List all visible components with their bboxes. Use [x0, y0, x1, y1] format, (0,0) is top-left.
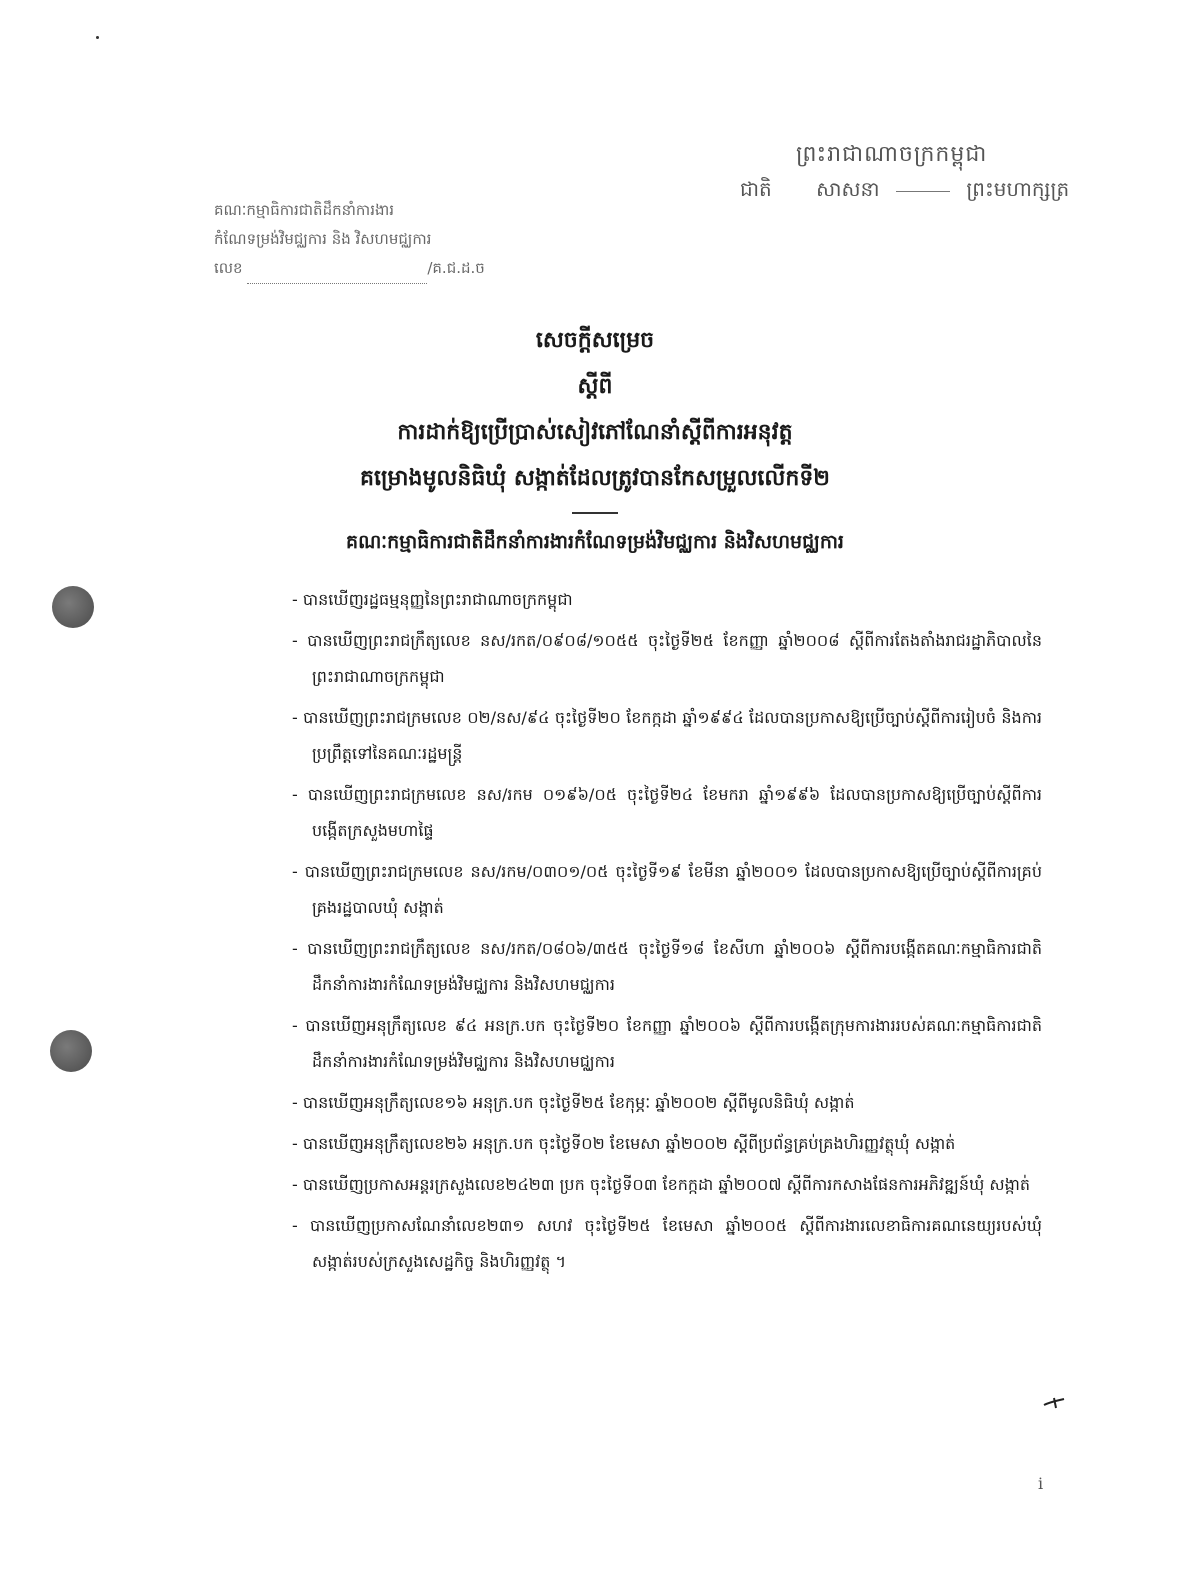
recital-list — [292, 582, 1042, 1285]
title-line-1: សេចក្ដីសម្រេច — [535, 328, 655, 353]
issuer-line-2: កំណែទម្រង់វិមជ្ឈការ និង វិសហមជ្ឈការ — [214, 230, 432, 248]
issuer-line-1: គណៈកម្មាធិការជាតិដឹកនាំការងារ — [214, 201, 394, 219]
issuing-authority — [214, 196, 485, 284]
title-line-4: គម្រោងមូលនិធិឃុំ សង្កាត់ដែលត្រូវបានកែសម្រួលលើកទី២ — [360, 466, 830, 491]
title-line-2: ស្ដីពី — [577, 374, 613, 399]
motto-nation: ជាតិ — [740, 177, 772, 201]
recital-item: - បានឃើញអនុក្រឹត្យលេខ២៦ អនុក្រ.បក ចុះថ្ងៃទី០២ ខែមេសា ឆ្នាំ២០០២ ស្ដីពីប្រព័ន្ធគ្រប់គ្រងហិរញ្ញវត្ថុឃុំ សង្កាត់ — [292, 1134, 956, 1153]
title-line-3: ការដាក់ឱ្យប្រើប្រាស់សៀវភៅណែនាំស្ដីពីការអនុវត្ត — [397, 420, 793, 445]
kingdom-heading: ព្រះរាជាណាចក្រកម្ពុជា — [796, 142, 988, 167]
national-motto — [740, 176, 1107, 206]
initial-mark-icon — [1042, 1396, 1066, 1410]
recital-item: - បានឃើញរដ្ឋធម្មនុញ្ញនៃព្រះរាជាណាចក្រកម្ពុជា — [292, 590, 573, 609]
reference-prefix: លេខ — [214, 259, 243, 277]
scan-speck — [96, 36, 99, 39]
handwritten-reference — [247, 254, 427, 284]
page-number: i — [1038, 1474, 1044, 1493]
recital-item: - បានឃើញប្រកាសណែនាំលេខ២៣១ សហវ ចុះថ្ងៃទី២៥ ខែមេសា ឆ្នាំ២០០៥ ស្ដីពីការងារលេខាធិការគណនេយ្យរបស់ឃុំ សង្កាត់របស់ក្រសួងសេដ្ឋកិច្ច និងហិរញ្ញវត្ថុ ។ — [292, 1216, 1042, 1271]
committee-heading: គណៈកម្មាធិការជាតិដឹកនាំការងារកំណែទម្រង់វិមជ្ឈការ និងវិសហមជ្ឈការ — [346, 531, 844, 553]
motto-religion: សាសនា — [816, 177, 880, 201]
recital-item: - បានឃើញប្រកាសអន្តរក្រសួងលេខ២៤២៣ ប្រក ចុះថ្ងៃទី០៣ ខែកក្កដា ឆ្នាំ២០០៧ ស្ដីពីការកសាងផែនការអភិវឌ្ឍន៍ឃុំ សង្កាត់ — [292, 1175, 1031, 1194]
punch-hole — [50, 1030, 92, 1072]
recital-item: - បានឃើញព្រះរាជក្រមលេខ ០២/នស/៩៤ ចុះថ្ងៃទី២០ ខែកក្កដា ឆ្នាំ១៩៩៤ ដែលបានប្រកាសឱ្យប្រើច្បាប់ស្ដីពីការរៀបចំ និងការប្រព្រឹត្តទៅនៃគណៈរដ្ឋមន្ត្រី — [292, 708, 1042, 763]
reference-number — [214, 254, 485, 284]
motto-king: ព្រះមហាក្សត្រ — [966, 177, 1070, 201]
recital-item: - បានឃើញអនុក្រឹត្យលេខ១៦ អនុក្រ.បក ចុះថ្ងៃទី២៥ ខែកុម្ភៈ ឆ្នាំ២០០២ ស្ដីពីមូលនិធិឃុំ សង្កាត់ — [292, 1093, 855, 1112]
recital-item: - បានឃើញអនុក្រឹត្យលេខ ៩៤ អនក្រ.បក ចុះថ្ងៃទី២០ ខែកញ្ញា ឆ្នាំ២០០៦ ស្ដីពីការបង្កើតក្រុមការងាររបស់គណៈកម្មាធិការជាតិដឹកនាំការងារកំណែទម្រង់វិមជ្ឈការ និងវិសហមជ្ឈការ — [292, 1016, 1042, 1071]
recital-item: - បានឃើញព្រះរាជក្រមលេខ នស/រកម ០១៩៦/០៥ ចុះថ្ងៃទី២៤ ខែមករា ឆ្នាំ១៩៩៦ ដែលបានប្រកាសឱ្យប្រើច្បាប់ស្ដីពីការបង្កើតក្រសួងមហាផ្ទៃ — [292, 785, 1042, 840]
recital-item: - បានឃើញព្រះរាជក្រឹត្យលេខ នស/រកត/០៨០៦/៣៥៥ ចុះថ្ងៃទី១៨ ខែសីហា ឆ្នាំ២០០៦ ស្ដីពីការបង្កើតគណៈកម្មាធិការជាតិដឹកនាំការងារកំណែទម្រង់វិមជ្ឈការ និងវិសហមជ្ឈការ — [292, 939, 1042, 994]
decision-title — [180, 318, 1010, 514]
recital-item: - បានឃើញព្រះរាជក្រមលេខ នស/រកម/០៣០១/០៥ ចុះថ្ងៃទី១៩ ខែមីនា ឆ្នាំ២០០១ ដែលបានប្រកាសឱ្យប្រើច្បាប់ស្ដីពីការគ្រប់គ្រងរដ្ឋបាលឃុំ សង្កាត់ — [292, 862, 1042, 917]
title-divider — [572, 512, 618, 514]
motto-divider — [896, 191, 950, 192]
reference-suffix: /គ.ជ.ដ.ច — [427, 259, 485, 277]
recital-item: - បានឃើញព្រះរាជក្រឹត្យលេខ នស/រកត/០៩០៨/១០៥៥ ចុះថ្ងៃទី២៥ ខែកញ្ញា ឆ្នាំ២០០៨ ស្ដីពីការតែងតាំងរាជរដ្ឋាភិបាលនៃព្រះរាជាណាចក្រកម្ពុជា — [292, 631, 1042, 686]
punch-hole — [52, 586, 94, 628]
